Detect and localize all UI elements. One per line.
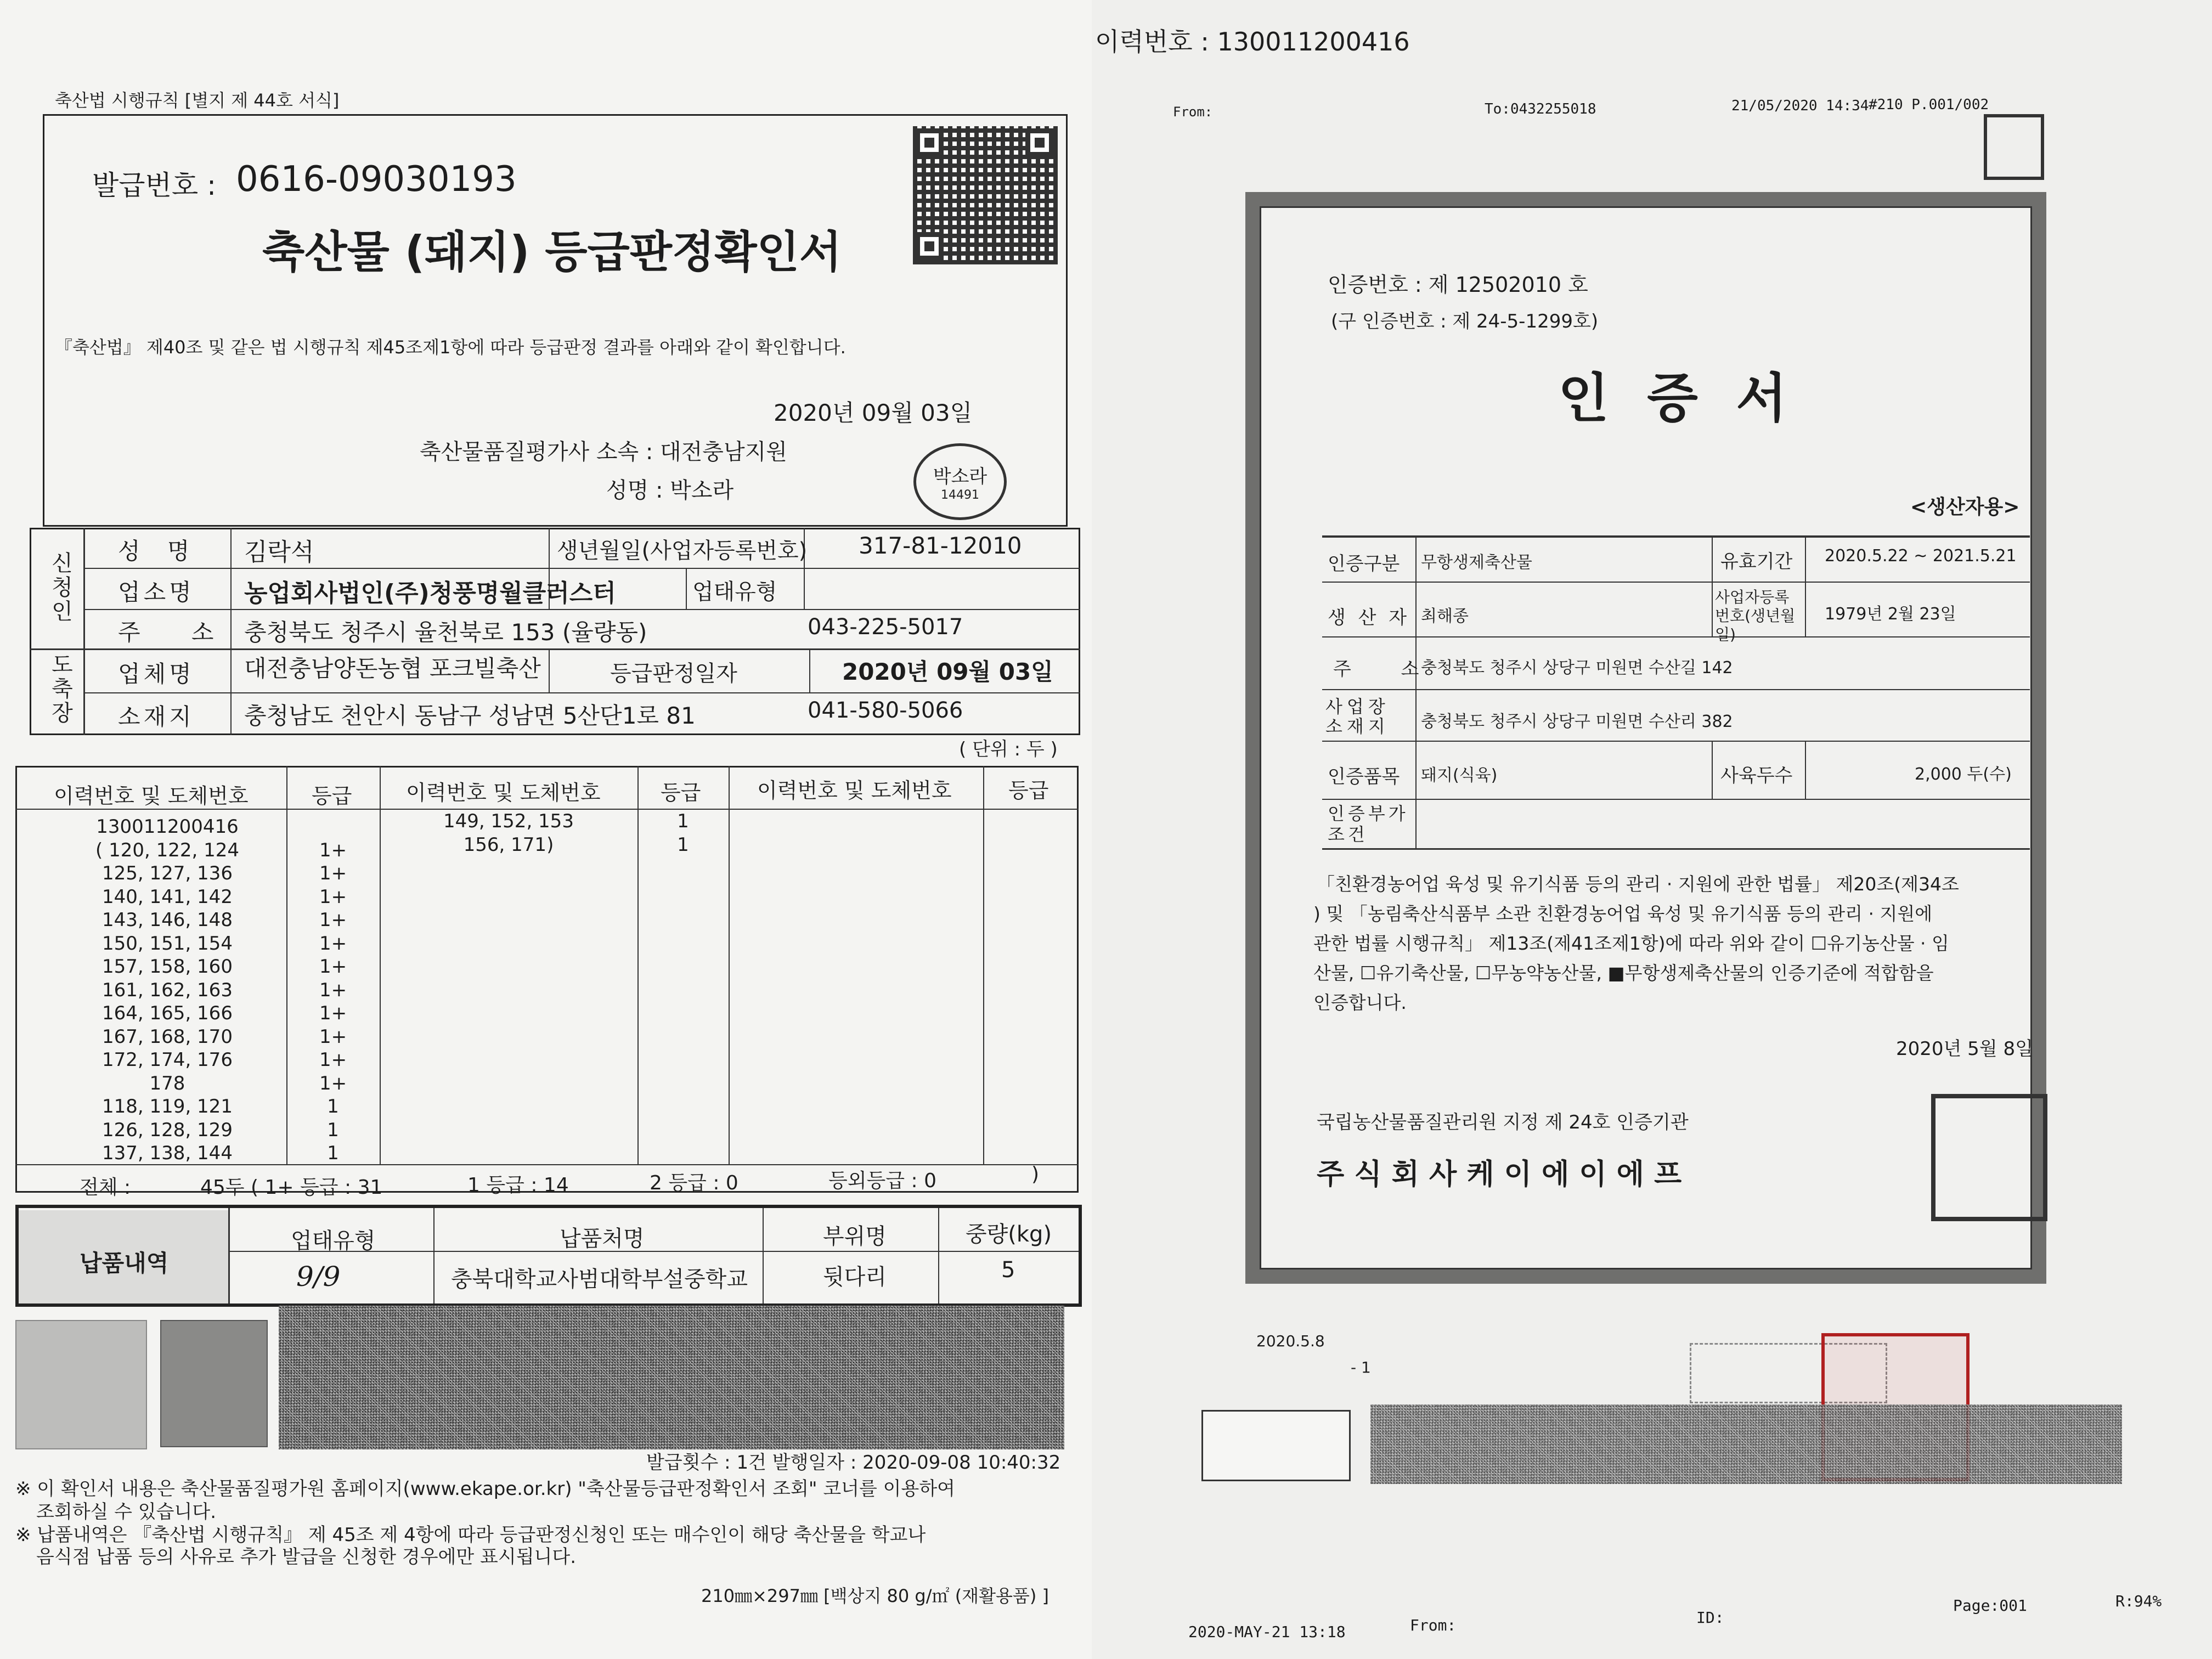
qr-code [913,126,1058,264]
seal-number: 14491 [940,488,979,502]
birth-label: 생년월일(사업자등록번호) [557,538,808,563]
redacted-band [1370,1404,2122,1484]
condition-label: 인증부가조건 [1328,803,1409,845]
grade-cell: 149, 152, 153 [443,810,574,832]
site-value: 충청북도 청주시 상당구 미원면 수산리 382 [1421,712,1733,731]
footer-date: 2020-MAY-21 13:18 [1188,1623,1346,1641]
form-reference: 축산법 시행규칙 [별지 제 44호 서식] [55,90,340,111]
unit-label: ( 단위 : 두 ) [959,738,1058,760]
gray-block [15,1320,147,1449]
grade-column-1-ids [55,815,280,1165]
business-value: 농업회사법인(주)청풍명월클러스터 [244,579,616,607]
cert-body-line-4: 산물, ☐유기축산물, ☐무농약농산물, ■무항생제축산물의 인증기준에 적합함을 [1313,962,1934,984]
grade-cell: 157, 158, 160 [102,956,233,978]
delivery-label: 납품내역 [80,1250,169,1277]
grade-date-label: 등급판정일자 [610,661,737,686]
cert-type-value: 무항생제축산물 [1421,553,1532,572]
site-label: 사업장소재지 [1325,696,1390,737]
delivery-value-weight: 5 [1001,1257,1015,1283]
qr-finder-icon [1025,128,1054,157]
cert-company: 주 식 회 사 케 이 에 이 에 프 [1317,1158,1682,1191]
grade-cell: 1 [327,1119,339,1141]
grade-column-1-grades [286,815,380,1165]
delivery-value-type: 9/9 [296,1261,341,1293]
grade-cell: 1+ [319,862,347,884]
cert-body-line-1: 「친환경농어업 육성 및 유기식품 등의 관리 · 지원에 관한 법률」 제20조(제34조 [1317,873,1959,895]
birth-value: 317-81-12010 [859,532,1022,559]
pdf417-barcode [279,1306,1064,1449]
note-line-2: 조회하실 수 있습니다. [36,1501,217,1523]
location-label: 소재지 [118,703,195,730]
grade-cell: ( 120, 122, 124 [95,839,239,861]
grade-cell [286,815,380,839]
trace-number: 이력번호 : 130011200416 [1095,27,1410,57]
document-title: 축산물 (돼지) 등급판정확인서 [262,227,842,278]
producer-value: 최해종 [1421,607,1469,626]
grade-cell: 1 [327,1142,339,1164]
totals-out-grade: 등외등급 : 0 [828,1170,937,1192]
delivery-value-dest: 충북대학교사범대학부설중학교 [451,1267,748,1292]
fax-to: To:0432255018 [1485,101,1596,117]
page-mark: - 1 [1351,1358,1371,1376]
note-line-3: ※ 납품내역은 『축산법 시행규칙』 제 45조 제 4항에 따라 등급판정신청인 또는 매수인이 해당 축산물을 학교나 [15,1524,926,1546]
head-count-value: 2,000 두(수) [1915,765,2012,784]
grade-cell: 118, 119, 121 [102,1096,233,1118]
grade-header-id-1: 이력번호 및 도체번호 [54,784,249,808]
address-phone: 043-225-5017 [808,614,963,640]
note-line-4: 음식점 납품 등의 사유로 추가 발급을 신청한 경우에만 표시됩니다. [36,1546,577,1568]
head-count-label: 사육두수 [1720,765,1793,787]
certificate-title: 인 증 서 [1558,368,1797,429]
totals-grade-2: 2 등급 : 0 [650,1172,738,1194]
company-label: 업체명 [118,661,195,687]
grade-cell: 140, 141, 142 [102,885,233,908]
qr-finder-icon [915,232,944,261]
cert-address-value: 충청북도 청주시 상당구 미원면 수산길 142 [1421,658,1733,678]
grade-cell: 1+ [319,909,347,931]
grade-cell: 1+ [319,839,347,861]
grade-cell: 130011200416 [96,816,239,838]
producer-label: 생 산 자 [1328,607,1410,629]
certificate-subtitle: <생산자용> [1910,496,2020,518]
grade-cell: 172, 174, 176 [102,1049,233,1071]
under-date: 2020.5.8 [1256,1332,1325,1350]
evaluator-affiliation: 축산물품질평가사 소속 : 대전충남지원 [420,439,787,465]
slaughter-group-label: 도축장 [48,653,73,725]
grade-cell: 1+ [319,932,347,955]
fax-from-label: From: [1173,104,1213,120]
grade-cell: 137, 138, 144 [102,1142,233,1164]
valid-period-value: 2020.5.22 ~ 2021.5.21 [1825,546,2017,566]
footer-page: Page:001 [1953,1596,2027,1615]
grade-header-grade-1: 등급 [312,784,352,808]
cert-agency: 국립농산물품질관리원 지정 제 24호 인증기관 [1317,1111,1689,1133]
grade-column-2-grades [637,810,729,856]
blank-box [1201,1410,1351,1481]
evaluator-seal [913,443,1007,520]
item-label: 인증품목 [1328,766,1400,788]
grade-cell: 125, 127, 136 [102,862,233,884]
delivery-header-type: 업태유형 [291,1228,376,1254]
grade-cell: 1+ [319,979,347,1001]
grade-cell: 1+ [319,1072,347,1094]
footer-id: ID: [1696,1609,1724,1627]
grade-cell: 1 [327,1096,339,1118]
grade-cell: 161, 162, 163 [102,979,233,1001]
grade-cell: 1+ [319,885,347,908]
grade-cell: 150, 151, 154 [102,932,233,955]
valid-period-label: 유효기간 [1720,551,1793,573]
grade-cell: 1 [677,810,689,832]
location-phone: 041-580-5066 [808,698,963,723]
totals-label: 전체 : [80,1176,131,1199]
name-label: 성 명 [118,538,200,565]
biz-number-label: 사업자등록번호(생년월일) [1715,588,1796,644]
grade-header-grade-2: 등급 [661,781,701,805]
cert-body-line-2: ) 및 「농림축산식품부 소관 친환경농어업 육성 및 유기식품 등의 관리 · 지원에 [1313,903,1933,924]
old-cert-number: (구 인증번호 : 제 24-5-1299호) [1331,311,1599,332]
cert-date: 2020년 5월 8일 [1896,1038,2033,1060]
name-value: 김락석 [244,538,314,566]
fax-page: #210 P.001/002 [1869,97,1989,113]
grade-cell: 1+ [319,956,347,978]
grade-header-grade-3: 등급 [1008,778,1049,803]
gray-block [160,1320,268,1447]
grade-date-value: 2020년 09월 03일 [842,658,1053,685]
location-value: 충청남도 천안시 동남구 성남면 5산단1로 81 [244,702,696,729]
grade-header-id-2: 이력번호 및 도체번호 [406,781,601,805]
biz-type-label: 업태유형 [692,579,777,605]
issue-date: 2020년 09월 03일 [774,399,973,426]
delivery-value-part: 뒷다리 [823,1265,887,1290]
cert-body-line-5: 인증합니다. [1313,992,1407,1013]
issue-number: 0616-09030193 [236,159,517,200]
seal-name: 박소라 [933,466,988,488]
delivery-header-dest: 납품처명 [560,1226,645,1251]
footer-resolution: R:94% [2115,1592,2162,1610]
delivery-header-part: 부위명 [823,1224,887,1249]
totals-close: ) [1031,1163,1040,1186]
totals-grade-1: 1 등급 : 14 [467,1174,569,1197]
grade-cell: 156, 171) [463,833,554,856]
intro-text: 『축산법』 제40조 및 같은 법 시행규칙 제45조제1항에 따라 등급판정 결과를 아래와 같이 확인합니다. [55,337,846,358]
grade-cell: 1+ [319,1002,347,1024]
biz-number-value: 1979년 2월 23일 [1825,605,1956,624]
cert-address-label: 주 소 [1333,658,1441,680]
grade-cell: 1+ [319,1025,347,1048]
item-value: 돼지(식육) [1421,766,1498,785]
cert-number: 인증번호 : 제 12502010 호 [1328,273,1588,297]
cert-body-line-3: 관한 법률 시행규칙」 제13조(제41조제1항)에 따라 위와 같이 ☐유기농산물 · 임 [1313,933,1949,954]
grade-cell: 167, 168, 170 [102,1025,233,1048]
totals-total: 45두 ( 1+ 등급 : 31 [200,1176,383,1199]
issue-number-label: 발급번호 : [92,170,216,201]
grade-cell: 164, 165, 166 [102,1002,233,1024]
grade-cell: 126, 128, 129 [102,1119,233,1141]
issue-meta: 발급횟수 : 1건 발행일자 : 2020-09-08 10:40:32 [646,1452,1061,1474]
footer-from: From: [1410,1616,1457,1634]
delivery-header-weight: 중량(kg) [966,1222,1052,1247]
business-label: 업소명 [118,579,195,606]
grade-cell: 1+ [319,1049,347,1071]
grade-cell: 143, 146, 148 [102,909,233,931]
cert-type-label: 인증구분 [1328,553,1400,575]
address-label: 주 소 [118,619,236,646]
grade-column-2-ids [380,810,637,856]
applicant-group-label: 신청인 [48,551,73,624]
company-value: 대전충남양돈농협 포크빌축산 [244,655,541,682]
fax-date: 21/05/2020 14:34 [1731,98,1869,114]
qr-finder-icon [915,128,944,157]
note-line-1: ※ 이 확인서 내용은 축산물품질평가원 홈페이지(www.ekape.or.kr) "축산물등급판정확인서 조회" 코너를 이용하여 [15,1478,956,1500]
paper-spec: 210㎜×297㎜ [백상지 80 g/㎡ (재활용품) ] [701,1585,1049,1606]
evaluator-name: 성명 : 박소라 [606,478,734,503]
grade-cell: 1 [677,833,689,856]
corner-seal [1984,114,2044,180]
company-seal [1931,1094,2047,1221]
certification-fax-page [1092,0,2212,1659]
grade-header-id-3: 이력번호 및 도체번호 [757,778,952,803]
address-value: 충청북도 청주시 율천북로 153 (율량동) [244,619,647,646]
grade-cell: 178 [149,1072,185,1094]
grading-certificate-page [0,0,1092,1659]
